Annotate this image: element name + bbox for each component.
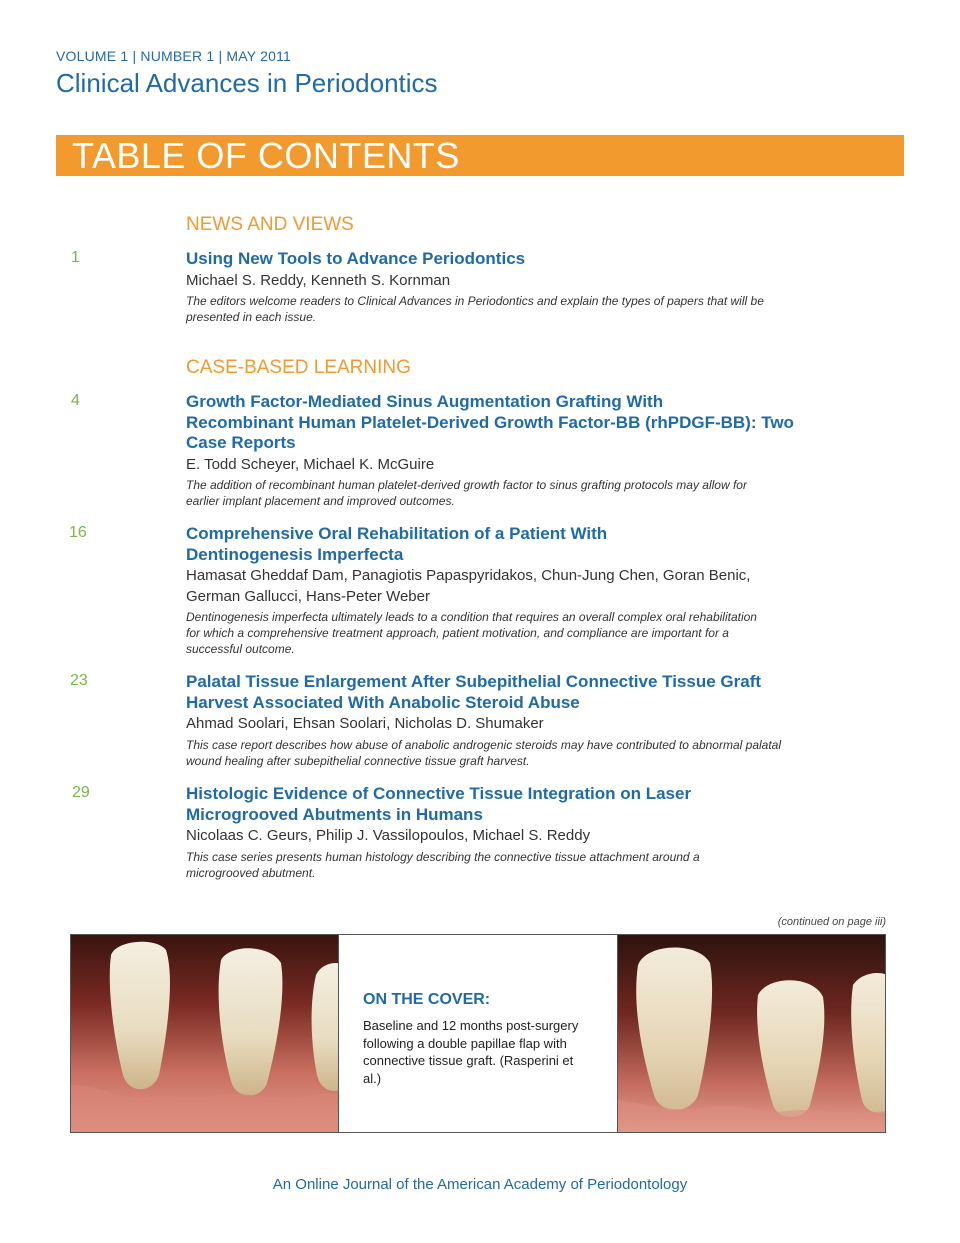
page-number: 29 (72, 784, 90, 801)
volume-line: VOLUME 1 | NUMBER 1 | MAY 2011 (56, 48, 292, 64)
page-number: 23 (70, 672, 88, 689)
page-number: 1 (71, 249, 80, 266)
cover-photo-12-months (618, 935, 885, 1132)
article-title-line: Histologic Evidence of Connective Tissue Integration on Laser (186, 784, 692, 803)
article-title-line: Growth Factor-Mediated Sinus Augmentation Grafting With (186, 392, 664, 411)
article-title-line: Dentinogenesis Imperfecta (186, 544, 404, 564)
article-authors: Nicolaas C. Geurs, Philip J. Vassilopoulos, Michael S. Reddy (186, 827, 591, 844)
article-description: This case report describes how abuse of anabolic androgenic steroids may have contributed to abnormal palatal wound healing after subepithelial connective tissue graft harvest. (186, 737, 782, 768)
article-description: The editors welcome readers to Clinical Advances in Periodontics and explain the types of papers that will be presented in each issue. (186, 294, 764, 324)
article-title-line: Using New Tools to Advance Periodontics (186, 249, 526, 268)
article-title-line: Harvest Associated With Anabolic Steroid Abuse (186, 692, 580, 712)
article-description: Dentinogenesis imperfecta ultimately leads to a condition that requires an overall complex oral rehabilitation for which a comprehensive treatment approach, patient motivation, and compliance are important for a successful outcome. (186, 610, 757, 656)
article-title[interactable] (186, 672, 786, 713)
footer-text: An Online Journal of the American Academy of Periodontology (272, 1176, 688, 1193)
article-authors: Hamasat Gheddaf Dam, Panagiotis Papaspyridakos, Chun-Jung Chen, Goran Benic, German Gallucci, Hans-Peter Weber (186, 567, 751, 605)
article-title-line: Palatal Tissue Enlargement After Subepithelial Connective Tissue Graft (186, 672, 762, 691)
toc-banner: TABLE OF CONTENTS (56, 135, 904, 176)
section-heading-news-and-views: NEWS AND VIEWS (186, 214, 354, 235)
article-description: The addition of recombinant human platelet-derived growth factor to sinus grafting protocols may allow for earlier implant placement and improved outcomes. (186, 478, 747, 508)
section-heading-case-based-learning: CASE-BASED LEARNING (186, 357, 411, 378)
article-description: This case series presents human histology describing the connective tissue attachment around a microgrooved abutment. (186, 849, 700, 880)
cover-panel (70, 934, 886, 1133)
page-number: 4 (71, 392, 80, 409)
article-title[interactable] (186, 249, 786, 270)
cover-caption: Baseline and 12 months post-surgery following a double papillae flap with connective tissue graft. (Rasperini et al.) (363, 1018, 579, 1086)
article-authors: E. Todd Scheyer, Michael K. McGuire (186, 455, 435, 473)
journal-title: Clinical Advances in Periodontics (56, 68, 438, 98)
article-title[interactable] (186, 524, 786, 565)
article-authors: Michael S. Reddy, Kenneth S. Kornman (186, 271, 451, 289)
article-title-line: Case Reports (186, 433, 296, 452)
article-title-line: Microgrooved Abutments in Humans (186, 804, 483, 824)
continued-note: (continued on page iii) (777, 916, 886, 928)
cover-photo-baseline (71, 935, 338, 1132)
page-number: 16 (69, 524, 87, 541)
article-title-line: Comprehensive Oral Rehabilitation of a Patient With (186, 524, 608, 543)
article-title[interactable] (186, 392, 794, 454)
article-title[interactable] (186, 784, 786, 825)
article-authors: Ahmad Soolari, Ehsan Soolari, Nicholas D. Shumaker (186, 715, 544, 732)
article-title-line: Recombinant Human Platelet-Derived Growth Factor-BB (rhPDGF-BB): Two (186, 412, 794, 432)
cover-heading: ON THE COVER: (363, 991, 491, 1008)
